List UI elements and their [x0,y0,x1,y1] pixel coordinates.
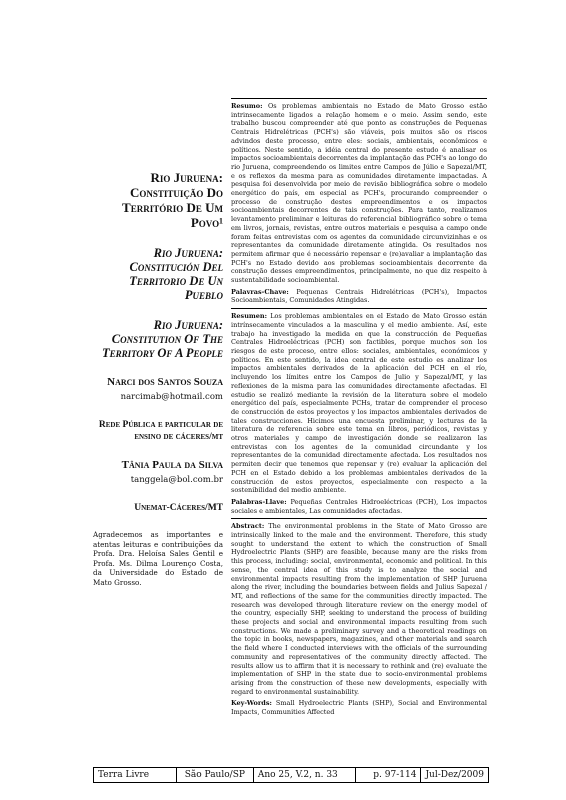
keywords-english [231,699,487,716]
acknowledgment-note: Agradecemos as importantes e atentas leituras e contribuições da Profa. Dra. Heloísa Sales Gentil e Profa. Ms. Dilma Lourenço Costa, da Universidade do Estado de Mato Grosso. [93,530,223,587]
abstract-text: The environmental problems in the State of Mato Grosso are intrinsically linked to the male and the environment. Therefore, this study sought to understand the extent to which the construction of Small Hydroelectric Plants (SHP) are feasible, because many are the risks from this process, including: social, environmental, economic and political. In this sense, the central idea of this study is to analyze the social and environmental impacts resulting from the implementation of SHP Juruena along the river, including the boundaries between fields and Julius Sapezal / MT, and reflections of the same for the communities directly impacted. The research was developed through literature review on the energy model of the country, especially SHP, seeking to understand the process of building these projects and social and environmental impacts resulting from such constructions. We made a preliminary survey and a theoretical readings on the topic in books, newspapers, magazines, and other materials and search the field where I conducted interviews with the officials of the surrounding community and representatives of the community directly affected. The results allow us to affirm that it is necessary to rethink and (re) evaluate the implementation of SHP in the state due to socio-environmental problems arising from the construction of these new developments, especially with regard to environmental sustainability. [231,522,487,696]
keywords-spanish [231,498,487,515]
footer-volume: Ano 25, V.2, n. 33 [254,768,356,782]
footer-pages: p. 97-114 [356,768,421,782]
title-spanish: Rio Juruena: Constitución Del Territorio De Un Pueblo [129,246,223,302]
keywords-label: Palabras-Llave: [231,497,287,506]
divider [231,98,487,99]
author-name: Tânia Paula da Silva [121,459,223,471]
author-institution: Unemat-Cáceres/MT [134,503,223,513]
abstract-label: Abstract: [231,522,265,531]
abstract-text: Los problemas ambientales en el Estado de Mato Grosso están intrínsecamente vinculados a la masculina y el medio ambiente. Así, este trabajo ha investigado la medida en que la construcción de Pequeñas Centrales Hidroeléctricas (PCH) son factibles, porque muchos son los riesgos de este proceso, entre ellos: sociales, ambientales, económicos y políticos. En este sentido, la idea central de este estudio es analizar los impactos ambientales derivados de la aplicación del PCH en el río, incluyendo los límites entre los Campos de Julio y Sapezal/MT, y las reflexiones de la misma para las comunidades directamente afectadas. El estudio se realizó mediante la revisión de la literatura sobre el modelo energético del país, especialmente PCHs, tratar de comprender el proceso de construcción de estos proyectos y los impactos ambientales derivados de tales construcciones. Hicimos una encuesta preliminar, y lecturas de la literatura de referencia sobre este tema en libros, periódicos, revistas y otros materiales y campo de investigación donde se realizaron las entrevistas con los agentes de la comunidad circundante y los representantes de la comunidad directamente afectada. Los resultados nos permiten decir que tenemos que repensar y (re) evaluar la aplicación del PCH en el Estado debido a los problemas ambientales derivados de la construcción de estos proyectos, especialmente con respecto a la sostenibilidad del medio ambiente. [231,312,487,495]
footer-place: São Paulo/SP [177,768,254,782]
keywords-text: Small Hydroelectric Plants (SHP), Social and Environmental Impacts, Communities Affected [231,699,487,717]
abstract-text: Os problemas ambientais no Estado de Mato Grosso estão intrinsecamente ligados a relação homem e o meio. Assim sendo, este trabalho buscou compreender até que ponto as construções de Pequenas Centrais Hidrelétricas (PCH's) são viáveis, pois muitos são os riscos advindos deste processo, entre eles: sociais, ambientais, econômicos e políticos. Neste sentido, a idéia central do presente estudo é analisar os impactos socioambientais decorrentes da implantação das PCH's ao longo do rio Juruena, compreendendo os limites entre Campos de Júlio e Sapezal/MT, e os reflexos da mesma para as comunidades diretamente impactadas. A pesquisa foi desenvolvida por meio de revisão bibliográfica sobre o modelo energético do país, em especial as PCH's, procurando compreender o processo de construção destes empreendimentos e os impactos socioambientais decorrentes de tais construções. Para tanto, realizamos levantamento preliminar e leituras do referencial bibliográfico sobre o tema em livros, jornais, revistas, entre outros materiais e pesquisa a campo onde foram feitas entrevistas com os agentes da comunidade circunvizinhas e os representantes da comunidade diretamente atingida. Os resultados nos permitem afirmar que é necessário repensar e (re)avaliar a implantação das PCH's no Estado devido aos problemas socioambientais decorrente da construção desses empreendimentos, principalmente, no que diz respeito à sustentabilidade socioambiental. [231,102,487,285]
title-portuguese: Rio Juruena: Constituição Do Território De Um Povo¹ [122,170,223,230]
divider [231,518,487,519]
left-column [93,170,223,587]
divider [231,308,487,309]
journal-footer [93,767,489,783]
abstract-label: Resumo: [231,102,263,110]
abstract-portuguese [231,102,487,285]
author-name: Narci dos Santos Souza [107,376,223,388]
keywords-label: Palavras-Chave: [231,287,289,296]
keywords-text: Pequeñas Centrales Hidroeléctricas (PCH), Los impactos sociales e ambientales, Las comunidades afectadas. [231,497,487,515]
abstract-label: Resumen: [231,312,268,321]
author-email: tanggela@bol.com.br [130,475,223,485]
author-email: narcimab@hotmail.com [120,392,223,402]
footer-date: Jul-Dez/2009 [425,770,484,780]
abstract-english [231,522,487,696]
keywords-portuguese [231,288,487,305]
title-english: Rio Juruena: Constitution Of The Territory Of A People [101,318,223,360]
keywords-text: Pequenas Centrais Hidrelétricas (PCH's), Impactos Socioambientais, Comunidades Atingidas. [231,287,488,305]
author-institution: Rede Pública e particular de ensino de cáceres/mt [98,420,223,442]
abstract-spanish [231,312,487,495]
footer-journal: Terra Livre [94,768,177,782]
keywords-label: Key-Words: [231,699,272,708]
abstracts-column [231,98,487,720]
